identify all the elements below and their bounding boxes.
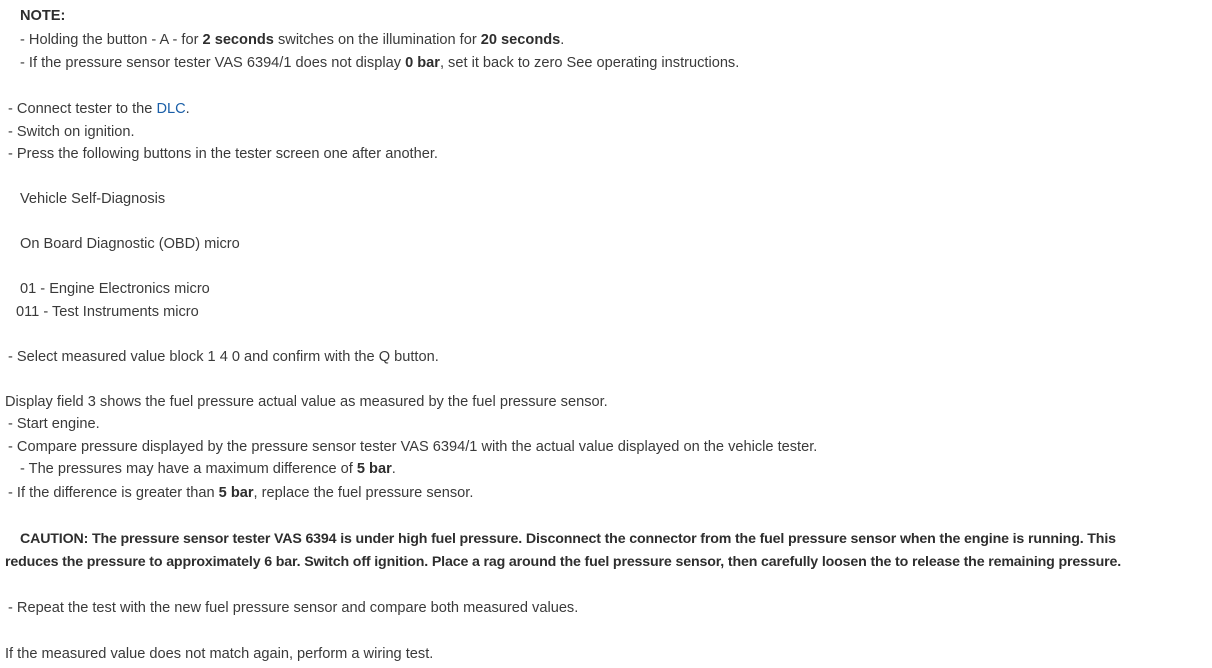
- wiring-test-text: If the measured value does not match again, perform a wiring test.: [5, 646, 434, 662]
- menu-engine-electronics: 01 - Engine Electronics micro: [20, 281, 210, 297]
- dlc-link[interactable]: DLC: [156, 101, 186, 117]
- step-start-engine: - Start engine.: [8, 416, 100, 432]
- caution-line-1: CAUTION: The pressure sensor tester VAS 6394 is under high fuel pressure. Disconnect the connector from the fuel pressure sensor when the engine is running. This: [20, 531, 1116, 547]
- display-field-text: Display field 3 shows the fuel pressure actual value as measured by the fuel pressure sensor.: [5, 394, 608, 410]
- menu-vehicle-self-diagnosis: Vehicle Self-Diagnosis: [20, 191, 166, 207]
- note-item-illumination: - Holding the button - A - for 2 seconds switches on the illumination for 20 seconds.: [20, 32, 565, 48]
- step-connect: - Connect tester to the DLC.: [8, 101, 190, 117]
- step-max-difference: - The pressures may have a maximum difference of 5 bar.: [20, 461, 396, 477]
- menu-test-instruments: 011 - Test Instruments micro: [16, 304, 199, 320]
- note-item-zero: - If the pressure sensor tester VAS 6394/1 does not display 0 bar, set it back to zero See operating instructions.: [20, 55, 740, 71]
- step-replace-sensor: - If the difference is greater than 5 bar, replace the fuel pressure sensor.: [8, 485, 474, 501]
- step-ignition: - Switch on ignition.: [8, 124, 135, 140]
- note-title: NOTE:: [20, 8, 66, 24]
- step-repeat-test: - Repeat the test with the new fuel pressure sensor and compare both measured values.: [8, 600, 579, 616]
- menu-obd: On Board Diagnostic (OBD) micro: [20, 236, 240, 252]
- step-compare: - Compare pressure displayed by the pressure sensor tester VAS 6394/1 with the actual value displayed on the vehicle tester.: [8, 439, 818, 455]
- caution-line-2: reduces the pressure to approximately 6 bar. Switch off ignition. Place a rag around the fuel pressure sensor, then carefully loosen the to release the remaining pressure.: [5, 554, 1121, 570]
- step-select-block: - Select measured value block 1 4 0 and confirm with the Q button.: [8, 349, 439, 365]
- step-press-buttons: - Press the following buttons in the tester screen one after another.: [8, 146, 438, 162]
